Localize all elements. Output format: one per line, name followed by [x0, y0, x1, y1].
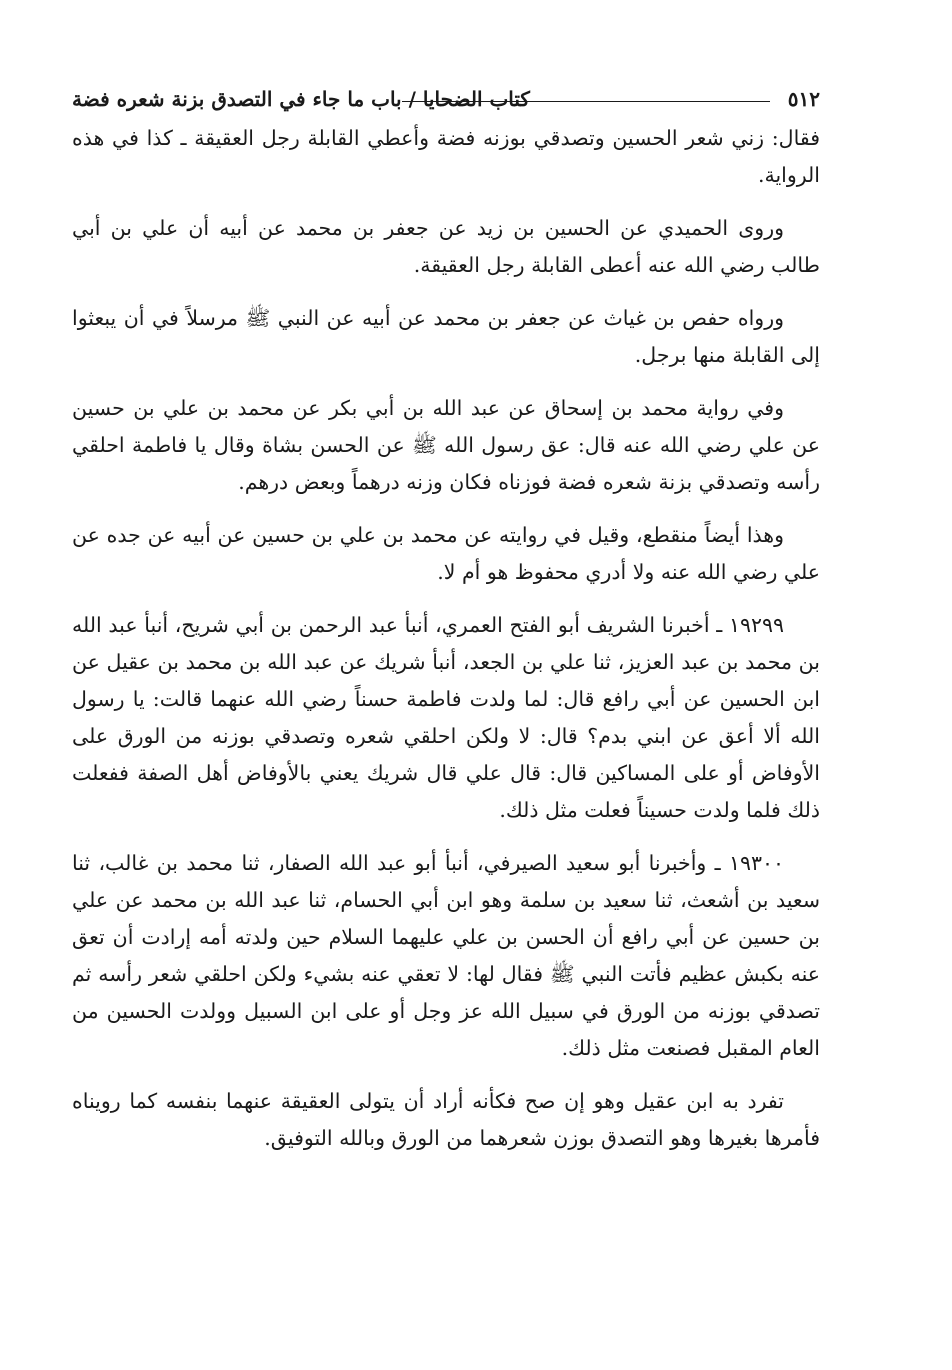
page-number: ٥١٢: [787, 87, 820, 111]
hadith-19300: ١٩٣٠٠ ـ وأخبرنا أبو سعيد الصيرفي، أنبأ أبو عبد الله الصفار، ثنا محمد بن غالب، ثنا سعيد بن أشعث، ثنا سعيد بن سلمة وهو ابن أبي الحسام، ثنا عبد الله بن محمد عن علي بن حسين عن أبي رافع أن الحسن بن علي عليهما السلام حين ولدته أمه إرادت أن تعق عنه بكبش عظيم فأتت النبي ﷺ فقال لها: لا تعقي عنه بشيء ولكن احلقي شعر رأسه ثم تصدقي بوزنه من الورق في سبيل الله عز وجل أو على ابن السبيل وولدت الحسين من العام المقبل فصنعت مثل ذلك.: [72, 851, 820, 1060]
page-body: [72, 120, 820, 1157]
paragraph-final: تفرد به ابن عقيل وهو إن صح فكأنه أراد أن يتولى العقيقة عنهما بنفسه كما رويناه فأمرها بغيرها وهو التصدق بوزن شعرهما من الورق وبالله التوفيق.: [72, 1089, 820, 1150]
running-title: كتاب الضحايا / باب ما جاء في التصدق بزنة شعره فضة: [72, 87, 530, 111]
paragraph-1: فقال: زني شعر الحسين وتصدقي بوزنه فضة وأعطي القابلة رجل العقيقة ـ كذا في هذه الرواية.: [72, 126, 820, 187]
paragraph-5: وهذا أيضاً منقطع، وقيل في روايته عن محمد بن علي بن حسين عن أبيه عن جده عن علي رضي الله عنه ولا أدري محفوظ هو أم لا.: [72, 523, 820, 584]
page-header: [72, 80, 820, 118]
hadith-19299: ١٩٢٩٩ ـ أخبرنا الشريف أبو الفتح العمري، أنبأ عبد الرحمن بن أبي شريح، أنبأ عبد الله بن محمد بن عبد العزيز، ثنا علي بن الجعد، أنبأ شريك عن عبد الله بن محمد بن عقيل عن ابن الحسين عن أبي رافع قال: لما ولدت فاطمة حسناً رضي الله عنهما قالت: يا رسول الله ألا أعق عن ابني بدم؟ قال: لا ولكن احلقي شعره وتصدقي بوزنه من الورق على الأوفاض أو على المساكين قال: قال علي قال شريك يعني بالأوفاض أهل الصفة ففعلت ذلك فلما ولدت حسيناً فعلت مثل ذلك.: [72, 613, 820, 822]
paragraph-3: ورواه حفص بن غياث عن جعفر بن محمد عن أبيه عن النبي ﷺ مرسلاً في أن يبعثوا إلى القابلة منها برجل.: [72, 306, 820, 367]
paragraph-4: وفي رواية محمد بن إسحاق عن عبد الله بن أبي بكر عن محمد بن علي بن حسين عن علي رضي الله عنه قال: عق رسول الله ﷺ عن الحسن بشاة وقال يا فاطمة احلقي رأسه وتصدقي بزنة شعره فضة فوزناه فكان وزنه درهماً وبعض درهم.: [72, 396, 820, 494]
book-page: [72, 80, 820, 1173]
paragraph-2: وروى الحميدي عن الحسين بن زيد عن جعفر بن محمد عن أبيه أن علي بن أبي طالب رضي الله عنه أعطى القابلة رجل العقيقة.: [72, 216, 820, 277]
